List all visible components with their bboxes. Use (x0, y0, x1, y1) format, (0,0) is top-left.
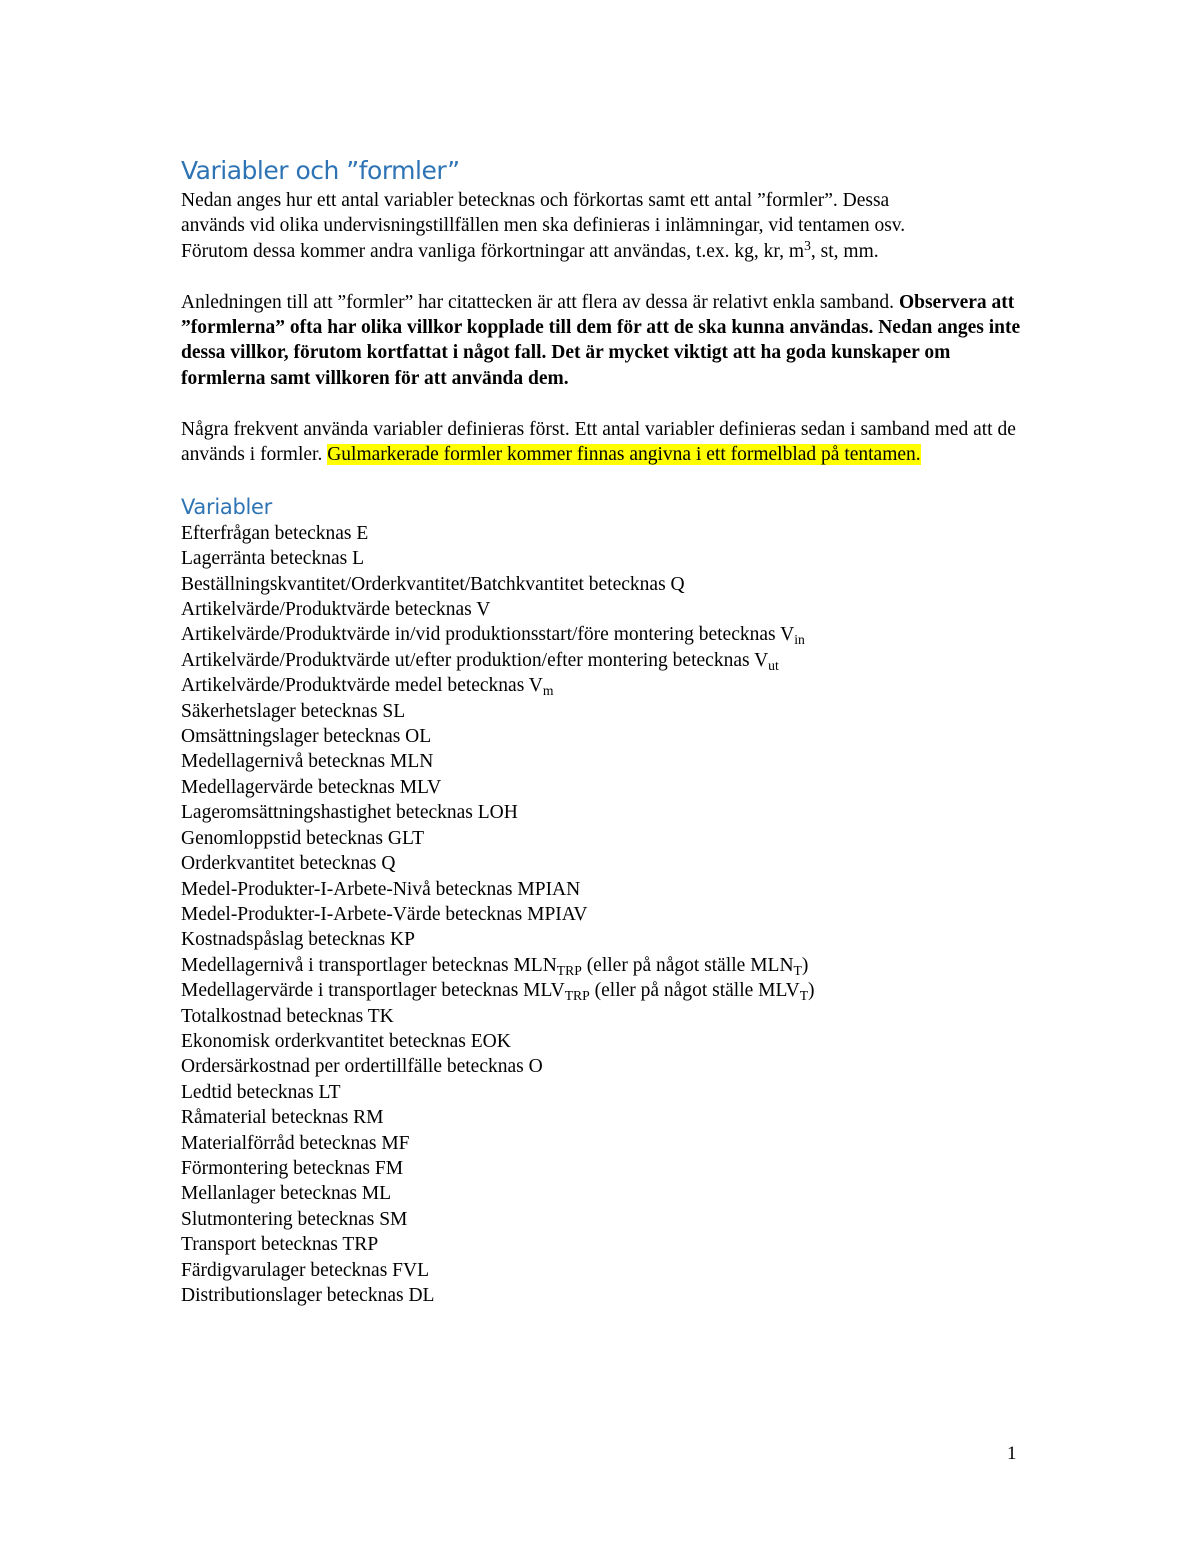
superscript-3: 3 (804, 238, 811, 253)
variable-item (181, 1181, 1021, 1206)
variable-text: Genomloppstid betecknas GLT (181, 827, 424, 849)
variable-text: Medellagernivå i transportlager betecknas MLN (181, 954, 557, 976)
frequent-text: Några frekvent använda variabler definieras först. Ett antal variabler definieras sedan i samband med att de används i formler. (181, 418, 1016, 466)
variable-item (181, 927, 1021, 952)
variable-item (181, 1080, 1021, 1105)
variable-item (181, 521, 1021, 546)
variable-text: (eller på något ställe MLN (581, 954, 794, 976)
variable-item (181, 1258, 1021, 1283)
variable-item (181, 622, 1021, 647)
variable-text: Färdigvarulager betecknas FVL (181, 1259, 429, 1281)
variable-text: Medellagervärde i transportlager betecknas MLV (181, 980, 565, 1002)
variable-text: Orderkvantitet betecknas Q (181, 853, 396, 875)
variable-text: (eller på något ställe MLV (589, 980, 800, 1002)
variable-text: Beställningskvantitet/Orderkvantitet/Batchkvantitet betecknas Q (181, 573, 685, 595)
variable-text: Medel-Produkter-I-Arbete-Värde betecknas MPIAV (181, 903, 588, 925)
variable-text: Lagerränta betecknas L (181, 548, 364, 570)
variable-text: Materialförråd betecknas MF (181, 1132, 410, 1154)
variable-item (181, 597, 1021, 622)
variable-text: Säkerhetslager betecknas SL (181, 700, 406, 722)
variables-list (181, 521, 1021, 1309)
variable-text: Distributionslager betecknas DL (181, 1285, 435, 1307)
variable-item (181, 1156, 1021, 1181)
variable-item (181, 1207, 1021, 1232)
variable-item (181, 800, 1021, 825)
variable-item (181, 1232, 1021, 1257)
variable-item (181, 1054, 1021, 1079)
variable-item (181, 851, 1021, 876)
variable-item (181, 1029, 1021, 1054)
variable-item (181, 1004, 1021, 1029)
variable-subscript: m (542, 683, 554, 699)
paragraph-spacer (181, 264, 1021, 289)
variable-subscript: TRP (556, 962, 582, 978)
variable-text: Lageromsättningshastighet betecknas LOH (181, 802, 518, 824)
variable-item (181, 978, 1021, 1003)
reason-text: Anledningen till att ”formler” har citattecken är att flera av dessa är relativt enkla samband. (181, 291, 895, 313)
variable-text: Slutmontering betecknas SM (181, 1208, 408, 1230)
variable-item (181, 953, 1021, 978)
paragraph-spacer (181, 467, 1021, 492)
reason-paragraph (181, 290, 1021, 392)
variable-item (181, 877, 1021, 902)
variable-item (181, 826, 1021, 851)
variable-text: Artikelvärde/Produktvärde in/vid produktionsstart/före montering betecknas V (181, 624, 795, 646)
variable-subscript: T (793, 962, 802, 978)
variable-text: Kostnadspåslag betecknas KP (181, 929, 415, 951)
paragraph-spacer (181, 391, 1021, 416)
variable-text: Artikelvärde/Produktvärde betecknas V (181, 599, 491, 621)
variable-item (181, 724, 1021, 749)
intro-line-2: används vid olika undervisningstillfällen men ska definieras i inlämningar, vid tentamen osv. (181, 215, 906, 237)
intro-line-3-end: , st, mm. (810, 240, 879, 262)
intro-line-1: Nedan anges hur ett antal variabler betecknas och förkortas samt ett antal ”formler”. Dessa (181, 190, 890, 211)
variable-text: Ordersärkostnad per ordertillfälle betecknas O (181, 1056, 543, 1078)
variable-text: Medellagervärde betecknas MLV (181, 776, 442, 798)
variable-text: Artikelvärde/Produktvärde medel betecknas V (181, 675, 543, 697)
intro-paragraph (181, 188, 1021, 264)
variable-item (181, 775, 1021, 800)
variable-item (181, 673, 1021, 698)
page-number: 1 (1007, 1443, 1017, 1464)
page-content (181, 154, 1021, 1308)
variable-item (181, 1283, 1021, 1308)
variable-text: Medellagernivå betecknas MLN (181, 751, 434, 773)
variable-text: Ekonomisk orderkvantitet betecknas EOK (181, 1030, 511, 1052)
variables-heading: Variabler (181, 494, 272, 519)
variable-text: Omsättningslager betecknas OL (181, 726, 432, 748)
highlighted-note: Gulmarkerade formler kommer finnas angivna i ett formelblad på tentamen. (327, 444, 921, 466)
frequent-paragraph (181, 417, 1021, 468)
variable-text: Totalkostnad betecknas TK (181, 1005, 394, 1027)
variable-text: Artikelvärde/Produktvärde ut/efter produktion/efter montering betecknas V (181, 649, 769, 671)
variable-subscript: TRP (564, 988, 590, 1004)
variable-item (181, 572, 1021, 597)
variable-subscript: in (794, 632, 805, 648)
variable-text: ) (801, 954, 809, 976)
variable-item (181, 699, 1021, 724)
variable-text: Råmaterial betecknas RM (181, 1107, 384, 1129)
variable-text: Förmontering betecknas FM (181, 1157, 404, 1179)
document-title: Variabler och ”formler” (181, 156, 460, 185)
variable-item (181, 648, 1021, 673)
reason-bold-warning: Observera att ”formlerna” ofta har olika villkor kopplade till dem för att de ska kunna användas. Nedan anges inte dessa villkor, förutom kortfattat i något fall. Det är mycket viktigt att ha goda kunskaper om formlerna samt villkoren för att använda dem. (181, 291, 1021, 389)
variable-text: Efterfrågan betecknas E (181, 522, 369, 544)
variable-text: Medel-Produkter-I-Arbete-Nivå betecknas MPIAN (181, 878, 581, 900)
variable-subscript: T (799, 988, 809, 1004)
variable-item (181, 749, 1021, 774)
variable-text: Transport betecknas TRP (181, 1234, 379, 1256)
variable-text: ) (808, 980, 815, 1002)
variable-subscript: ut (768, 657, 779, 673)
variable-text: Mellanlager betecknas ML (181, 1183, 392, 1205)
variable-item (181, 546, 1021, 571)
intro-line-3: Förutom dessa kommer andra vanliga förkortningar att användas, t.ex. kg, kr, m (181, 240, 805, 262)
variable-item (181, 1105, 1021, 1130)
variable-item (181, 1131, 1021, 1156)
variable-text: Ledtid betecknas LT (181, 1081, 341, 1103)
variable-item (181, 902, 1021, 927)
